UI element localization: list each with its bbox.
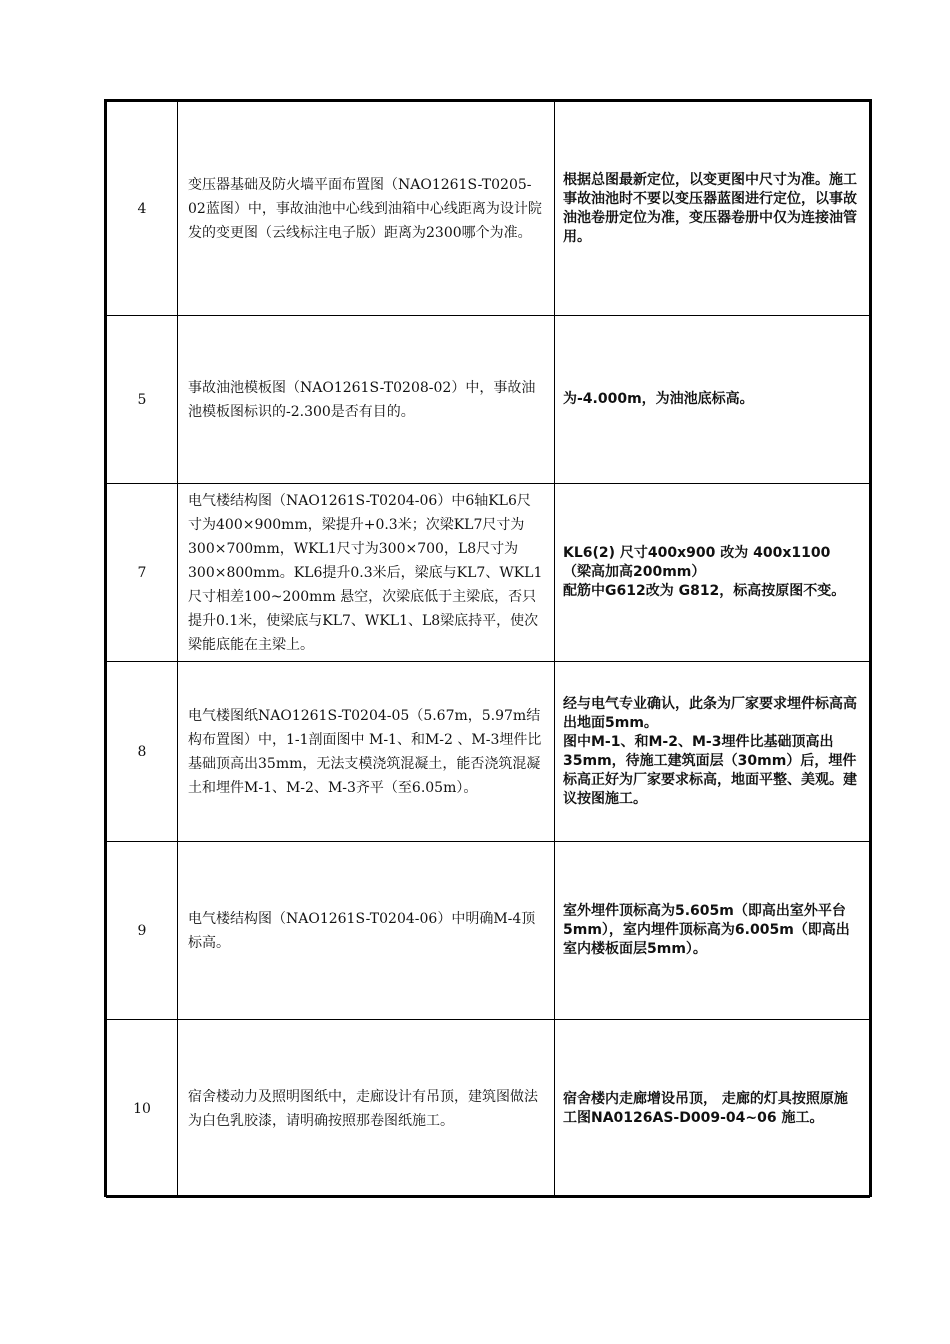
answer-text: KL6(2) 尺寸400x900 改为 400x1100 （梁高加高200mm） 配筋中G612改为 G812，标高按原图不变。 [563,545,846,599]
row-number: 8 [107,662,178,842]
answer-cell [555,102,870,316]
row-number: 4 [107,102,178,316]
question-text: 变压器基础及防火墙平面布置图（NAO1261S-T0205-02蓝图）中，事故油池中心线到油箱中心线距离为设计院发的变更图（云线标注电子版）距离为2300哪个为准。 [188,176,542,241]
answer-cell [555,842,870,1020]
answer-text: 为-4.000m，为油池底标高。 [563,391,754,407]
question-text: 电气楼结构图（NAO1261S-T0204-06）中明确M-4顶标高。 [188,910,536,951]
question-text: 电气楼结构图（NAO1261S-T0204-06）中6轴KL6尺寸为400×900mm，梁提升+0.3米；次梁KL7尺寸为300×700mm，WKL1尺寸为300×700，L8尺寸为300×800mm。KL6提升0.3米后，梁底与KL7、WKL1尺寸相差100~200mm 悬空，次梁底低于主梁底，否只提升0.1米，使梁底与KL7、WKL1、L8梁底持平，使次梁能底能在主梁上。 [188,492,543,653]
question-cell [178,484,555,662]
qa-table-frame [104,99,872,1197]
answer-text: 宿舍楼内走廊增设吊顶， 走廊的灯具按照原施工图NA0126AS-D009-04~06 施工。 [563,1090,848,1126]
answer-text: 室外埋件顶标高为5.605m（即高出室外平台5mm），室内埋件顶标高为6.005m（即高出室内楼板面层5mm）。 [563,903,850,957]
question-text: 事故油池模板图（NAO1261S-T0208-02）中，事故油池模板图标识的-2.300是否有目的。 [188,379,536,420]
answer-cell [555,662,870,842]
row-number: 9 [107,842,178,1020]
answer-cell [555,484,870,662]
qa-table [106,101,870,1198]
question-text: 电气楼图纸NAO1261S-T0204-05（5.67m，5.97m结构布置图）中，1-1剖面图中 M-1、和M-2 、M-3埋件比基础顶高出35mm，无法支模浇筑混凝土，能否浇筑混凝土和埋件M-1、M-2、M-3齐平（至6.05m）。 [188,707,542,796]
row-number: 10 [107,1020,178,1198]
row-number: 7 [107,484,178,662]
table-row [107,484,870,662]
answer-cell [555,316,870,484]
table-row [107,842,870,1020]
row-number: 5 [107,316,178,484]
question-text: 宿舍楼动力及照明图纸中，走廊设计有吊顶，建筑图做法为白色乳胶漆，请明确按照那卷图纸施工。 [188,1088,538,1129]
answer-text: 经与电气专业确认，此条为厂家要求埋件标高高出地面5mm。 图中M-1、和M-2、M-3埋件比基础顶高出35mm，待施工建筑面层（30mm）后，埋件标高正好为厂家要求标高，地面平整、美观。建议按图施工。 [563,695,857,807]
answer-text: 根据总图最新定位，以变更图中尺寸为准。施工事故油池时不要以变压器蓝图进行定位，以事故油池卷册定位为准，变压器卷册中仅为连接油管用。 [563,171,857,245]
answer-cell [555,1020,870,1198]
table-row [107,1020,870,1198]
question-cell [178,662,555,842]
question-cell [178,316,555,484]
table-row [107,662,870,842]
question-cell [178,1020,555,1198]
question-cell [178,842,555,1020]
question-cell [178,102,555,316]
table-row [107,102,870,316]
table-row [107,316,870,484]
